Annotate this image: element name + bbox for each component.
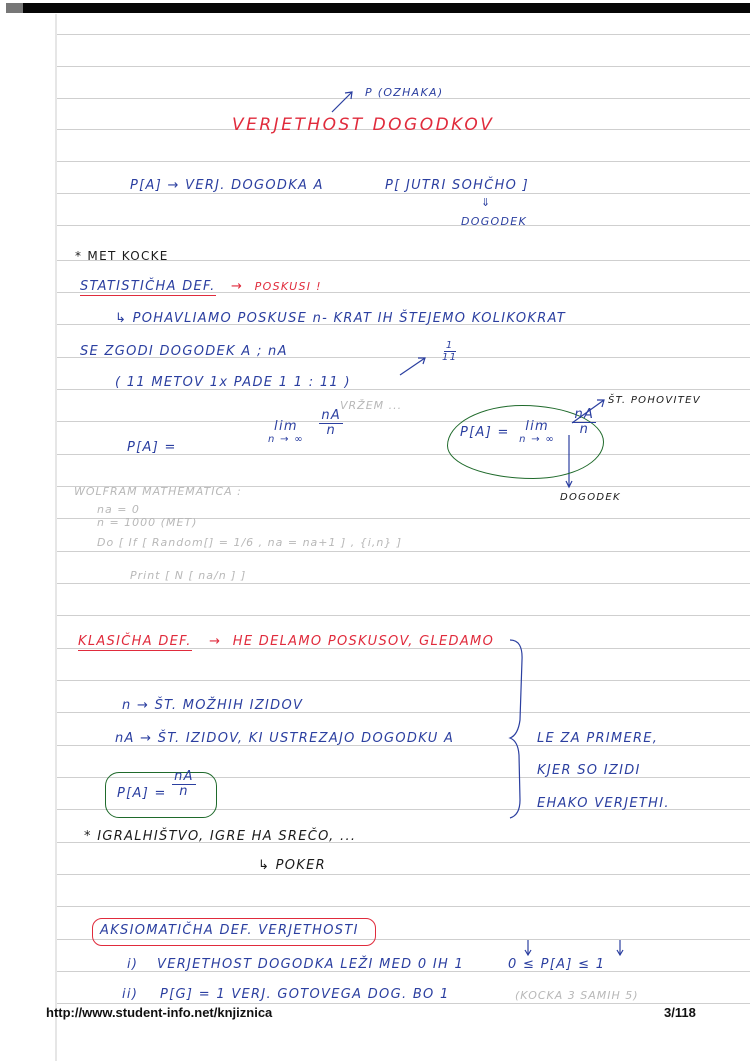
pencil-note: VRŽEM ... (340, 399, 403, 412)
mathematica-line: na = 0 (97, 503, 140, 516)
page-number: 3/118 (664, 1005, 696, 1020)
intro-definition: P[A] → VERJ. DOGODKA A (130, 178, 324, 193)
boxed-formula: P[A] = lim n → ∞ $\frac{nA}{n}$ (460, 406, 595, 446)
classical-note-line: KJER SO IZIDI (537, 763, 641, 778)
intro-example-label: DOGODEK (461, 215, 528, 228)
intro-example: P[ JUTRI SOHČHO ] (385, 178, 529, 193)
statistical-line-1: ↳ POHAVLIAMO POSKUSE n- KRAT IH ŠTEJEMO KOLIKOKRAT (115, 311, 567, 326)
axiom-index: i) (127, 957, 139, 972)
mathematica-heading: WOLFRAM MATHEMATICA : (74, 485, 242, 498)
statistical-formula: lim n → ∞ $\frac{nA}{n}$ (268, 407, 342, 446)
classical-def-n: n → ŠT. MOŽHIH IZIDOV (122, 698, 304, 713)
axiom-note: (KOCKA 3 SAMIH 5) (515, 989, 639, 1002)
classical-heading-row (78, 634, 494, 649)
dice-bullet: * MET KOCKE (75, 249, 169, 263)
statistical-heading-row (80, 279, 322, 294)
axiom-text: VERJETHOST DOGODKA LEŽI MED 0 IH 1 (157, 957, 465, 972)
axiom-text: P[G] = 1 VERJ. GOTOVEGA DOG. BO 1 (160, 987, 450, 1002)
label-trials: ŠT. POHOVITEV (608, 395, 701, 406)
intro-arrow: ⇓ (481, 196, 492, 209)
classical-def-na: nA → ŠT. IZIDOV, KI USTREZAJO DOGODKU A (115, 731, 455, 746)
axiom-index: ii) (122, 987, 139, 1002)
heading-arrow: → (231, 279, 244, 294)
mathematica-line: n = 1000 (MET) (97, 516, 198, 529)
title-annotation: P (OZHAKA) (365, 86, 444, 99)
statistical-heading-note: POSKUSI ! (254, 280, 322, 293)
classical-examples-sub: ↳ POKER (258, 858, 326, 873)
classical-examples: * IGRALHIŠTVO, IGRE HA SREČO, ... (84, 829, 357, 844)
statistical-line-2: SE ZGODI DOGODEK A ; nA (80, 344, 288, 359)
source-url[interactable]: http://www.student-info.net/knjiznica (46, 1005, 273, 1020)
classical-heading-note: HE DELAMO POSKUSOV, GLEDAMO (232, 634, 495, 649)
classical-heading: KLASIČHA DEF. (78, 634, 192, 649)
dice-example: ( 11 METOV 1x PADE 1 1 : 11 ) (115, 375, 351, 390)
statistical-formula-lhs: P[A] = (127, 440, 177, 455)
page-title: VERJETHOST DOGODKOV (232, 115, 495, 135)
classical-note-line: EHAKO VERJETHI. (537, 796, 670, 811)
axiomatic-heading: AKSIOMATIČHA DEF. VERJETHOSTI (100, 923, 359, 938)
axiom-formula: 0 ≤ P[A] ≤ 1 (508, 957, 606, 972)
mathematica-line: Do [ If [ Random[] = 1/6 , na = na+1 ] , {i,n} ] (97, 536, 403, 549)
classical-formula: P[A] = $\frac{nA}{n}$ (117, 768, 194, 801)
classical-note-line: LE ZA PRIMERE, (537, 731, 659, 746)
heading-arrow: → (209, 634, 222, 649)
statistical-heading: STATISTIČHA DEF. (80, 279, 216, 294)
mathematica-line: Print [ N [ na/n ] ] (130, 569, 247, 582)
label-event: DOGODEK (560, 492, 621, 503)
ratio-note: $\frac{1}{11}$ (442, 340, 458, 363)
